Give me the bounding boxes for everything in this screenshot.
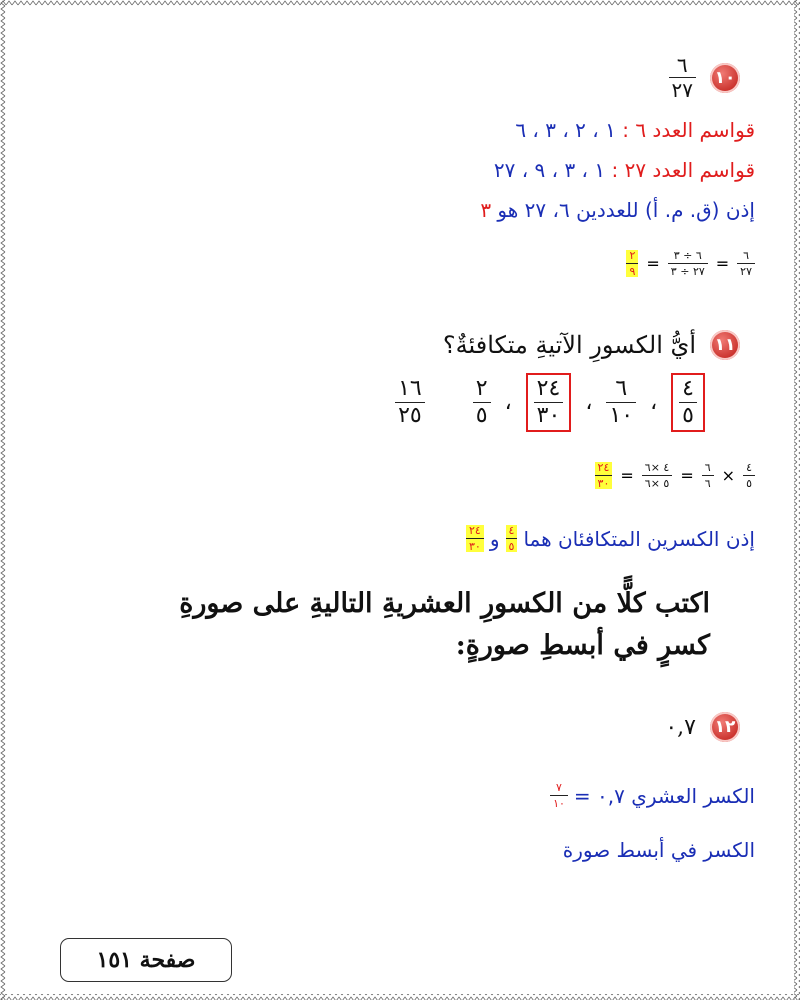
q10-fraction-den: ٢٧ (669, 77, 696, 100)
equals-sign: = (646, 254, 660, 273)
factors6-values: ١ ، ٢ ، ٣ ، ٦ (515, 118, 616, 142)
gcf-value: ٣ (480, 198, 492, 222)
q11-calculation: $\frac{٤}{٥}$ × $\frac{٦}{٦}$ = $\frac{٤ \times ٦}{٥ \times ٦}$ = $\frac{٢٤}{٣٠}$ (595, 462, 755, 489)
q10-factors-27 (494, 158, 755, 182)
instruction-line-1: اكتب كلًّا من الكسورِ العشريةِ التاليةِ على صورةِ (179, 588, 710, 619)
q10-calc-frac-a: $\frac{٦}{٢٧}$ (737, 250, 755, 277)
equals-sign: = (680, 466, 694, 485)
conclusion-frac-1: $\frac{٤}{٥}$ (506, 525, 518, 552)
q10-fraction (669, 55, 696, 100)
q10-calculation (626, 250, 755, 277)
q12-decimal: ٠,٧ (665, 714, 696, 740)
q10-number: ١٠ (714, 67, 736, 88)
q10-header (669, 55, 740, 100)
q11-question: أيُّ الكسورِ الآتيةِ متكافئةٌ؟ (442, 331, 696, 359)
q12-number: ١٢ (714, 717, 736, 737)
q10-number-badge (710, 63, 740, 93)
q11-calc-result: $\frac{٢٤}{٣٠}$ (595, 462, 613, 489)
conclusion-frac-2: $\frac{٢٤}{٣٠}$ (466, 525, 484, 552)
q12-line1-frac: $\frac{٧}{١٠}$ (550, 782, 568, 809)
factors27-values: ١ ، ٣ ، ٩ ، ٢٧ (493, 158, 606, 182)
q12-number-badge (710, 712, 740, 742)
gcf-text: إذن (ق. م. أ) للعددين ٦، ٢٧ هو (497, 198, 755, 222)
q11-fraction-5: $\frac{١٦}{٢٥}$ (395, 378, 425, 427)
q11-fraction-4: $\frac{٢}{٥}$ (473, 378, 491, 427)
q11-header (443, 330, 740, 360)
factors6-label: قواسم العدد ٦ : (622, 118, 755, 142)
q11-fraction-3-boxed: $\frac{٢٤}{٣٠}$ (526, 373, 572, 432)
comma: ، (504, 390, 512, 415)
q11-number: ١١ (714, 335, 736, 355)
q10-calc-frac-b: $\frac{٦ \div ٣}{٢٧ \div ٣}$ (668, 250, 708, 277)
page-number: صفحة ١٥١ (96, 947, 196, 973)
q12-line-2: الكسر في أبسط صورة (562, 838, 755, 862)
q11-number-badge (710, 330, 740, 360)
q12-line1-text: الكسر العشري ٠,٧ = (573, 783, 755, 808)
conclusion-and: و (489, 526, 500, 551)
comma: ، (585, 390, 593, 415)
q12-line-1 (550, 782, 755, 809)
q10-gcf (480, 198, 755, 222)
times-sign: × (721, 466, 736, 485)
q11-fraction-list (395, 373, 705, 432)
q11-fraction-2: $\frac{٦}{١٠}$ (606, 378, 636, 427)
q10-fraction-num: ٦ (676, 53, 688, 77)
comma: ، (650, 390, 658, 415)
q10-calc-result: $\frac{٢}{٩}$ (626, 250, 638, 277)
q12-header (665, 712, 740, 742)
instruction (179, 583, 710, 667)
q11-fraction-1-boxed: $\frac{٤}{٥}$ (671, 373, 705, 432)
equals-sign: = (715, 254, 730, 273)
q11-conclusion (466, 525, 755, 552)
q10-factors-6 (515, 118, 755, 142)
page-number-box (60, 938, 232, 982)
instruction-line-2: كسرٍ في أبسطِ صورةٍ: (455, 629, 710, 661)
conclusion-text: إذن الكسرين المتكافئان هما (523, 526, 755, 551)
equals-sign: = (620, 466, 634, 485)
factors27-label: قواسم العدد ٢٧ : (611, 158, 755, 182)
